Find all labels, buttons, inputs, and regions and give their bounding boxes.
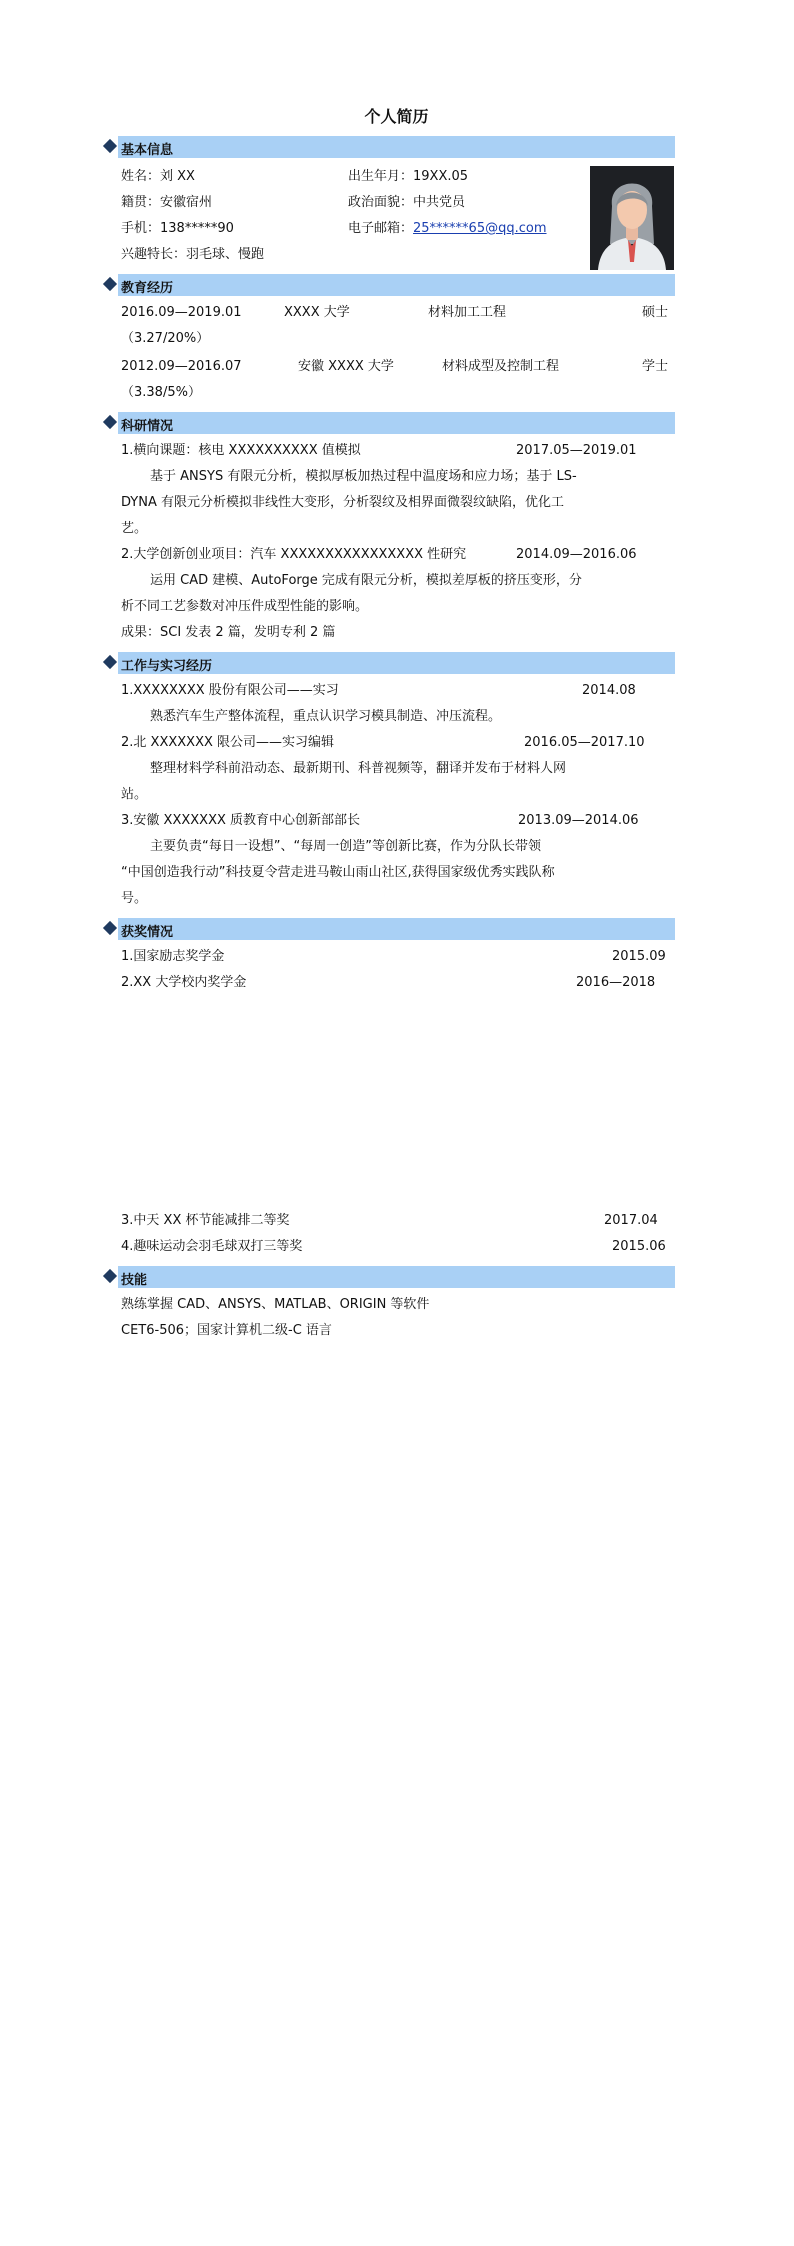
work-title: 1.XXXXXXXX 股份有限公司——实习 (121, 683, 339, 698)
award-date: 2016—2018 (576, 975, 656, 990)
work-desc: 站。 (121, 787, 148, 802)
avatar-person-icon (590, 166, 674, 270)
diamond-bullet-icon (103, 1269, 117, 1283)
section-title: 科研情况 (121, 419, 174, 434)
award-item: 1.国家励志奖学金 (121, 949, 225, 964)
edu-major: 材料成型及控制工程 (442, 359, 560, 374)
name-field: 姓名：刘 XX (121, 169, 195, 184)
research-date: 2014.09—2016.06 (516, 547, 637, 562)
section-title: 基本信息 (121, 143, 174, 158)
section-title: 技能 (121, 1273, 148, 1288)
work-title: 3.安徽 XXXXXXX 质教育中心创新部部长 (121, 813, 361, 828)
research-title: 2.大学创新创业项目：汽车 XXXXXXXXXXXXXXXX 性研究 (121, 547, 467, 562)
diamond-bullet-icon (103, 921, 117, 935)
diamond-bullet-icon (103, 277, 117, 291)
edu-rank: （3.38/5%） (121, 385, 201, 400)
political-field: 政治面貌：中共党员 (348, 195, 466, 210)
email-field: 电子邮箱：25******65@qq.com (348, 221, 547, 236)
edu-period: 2012.09—2016.07 (121, 359, 242, 374)
award-date: 2015.06 (612, 1239, 666, 1254)
research-date: 2017.05—2019.01 (516, 443, 637, 458)
section-education (118, 274, 675, 296)
section-research (118, 412, 675, 434)
work-desc: 主要负责“每日一设想”、“每周一创造”等创新比赛，作为分队长带领 (150, 839, 541, 854)
edu-period: 2016.09—2019.01 (121, 305, 242, 320)
research-desc: 析不同工艺参数对冲压件成型性能的影响。 (121, 599, 369, 614)
edu-school: 安徽 XXXX 大学 (298, 359, 394, 374)
edu-major: 材料加工工程 (428, 305, 507, 320)
research-desc: DYNA 有限元分析模拟非线性大变形，分析裂纹及相界面微裂纹缺陷，优化工 (121, 495, 564, 510)
diamond-bullet-icon (103, 655, 117, 669)
diamond-bullet-icon (103, 415, 117, 429)
work-desc: 整理材料学科前沿动态、最新期刊、科普视频等，翻译并发布于材料人网 (150, 761, 567, 776)
skill-item: CET6-506；国家计算机二级-C 语言 (121, 1323, 332, 1338)
hometown-field: 籍贯：安徽宿州 (121, 195, 213, 210)
birth-field: 出生年月：19XX.05 (348, 169, 469, 184)
research-result: 成果：SCI 发表 2 篇，发明专利 2 篇 (121, 625, 336, 640)
award-date: 2017.04 (604, 1213, 658, 1228)
award-item: 2.XX 大学校内奖学金 (121, 975, 247, 990)
work-date: 2014.08 (582, 683, 636, 698)
diamond-bullet-icon (103, 139, 117, 153)
work-desc: 号。 (121, 891, 148, 906)
work-date: 2016.05—2017.10 (524, 735, 645, 750)
award-item: 4.趣味运动会羽毛球双打三等奖 (121, 1239, 303, 1254)
edu-degree: 学士 (642, 359, 669, 374)
section-skills (118, 1266, 675, 1288)
phone-field: 手机：138*****90 (121, 221, 234, 236)
section-awards (118, 918, 675, 940)
section-basic-info (118, 136, 675, 158)
email-link[interactable]: 25******65@qq.com (413, 221, 547, 236)
research-desc: 艺。 (121, 521, 148, 536)
edu-rank: （3.27/20%） (121, 331, 210, 346)
research-title: 1.横向课题：核电 XXXXXXXXXX 值模拟 (121, 443, 361, 458)
section-work (118, 652, 675, 674)
page-title: 个人简历 (364, 107, 429, 126)
award-date: 2015.09 (612, 949, 666, 964)
research-desc: 基于 ANSYS 有限元分析，模拟厚板加热过程中温度场和应力场；基于 LS- (150, 469, 577, 484)
section-title: 教育经历 (121, 281, 174, 296)
edu-degree: 硕士 (642, 305, 669, 320)
work-date: 2013.09—2014.06 (518, 813, 639, 828)
award-item: 3.中天 XX 杯节能减排二等奖 (121, 1213, 290, 1228)
research-desc: 运用 CAD 建模、AutoForge 完成有限元分析，模拟差厚板的挤压变形，分 (150, 573, 582, 588)
work-desc: “中国创造我行动”科技夏令营走进马鞍山雨山社区,获得国家级优秀实践队称 (121, 865, 555, 880)
edu-school: XXXX 大学 (284, 305, 350, 320)
work-title: 2.北 XXXXXXX 限公司——实习编辑 (121, 735, 335, 750)
section-title: 工作与实习经历 (121, 659, 213, 674)
avatar (590, 166, 674, 270)
skill-item: 熟练掌握 CAD、ANSYS、MATLAB、ORIGIN 等软件 (121, 1297, 430, 1312)
work-desc: 熟悉汽车生产整体流程，重点认识学习模具制造、冲压流程。 (150, 709, 502, 724)
hobbies-field: 兴趣特长：羽毛球、慢跑 (121, 247, 265, 262)
section-title: 获奖情况 (121, 925, 174, 940)
